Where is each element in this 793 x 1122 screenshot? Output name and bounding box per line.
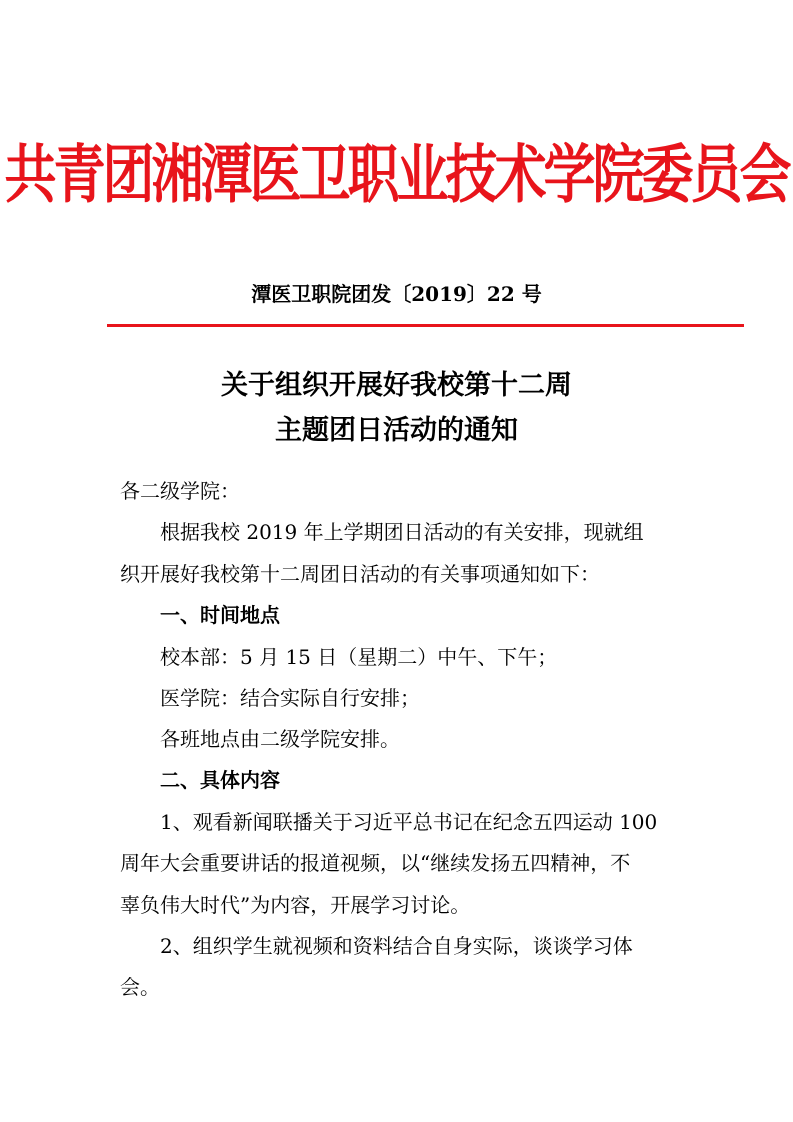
section-2-paragraph-1-line-3: 辜负伟大时代”为内容，开展学习讨论。 bbox=[120, 893, 471, 917]
section-2-paragraph-1-line-1: 1、观看新闻联播关于习近平总书记在纪念五四运动 100 bbox=[160, 810, 658, 834]
section-2-paragraph-2-line-1: 2、组织学生就视频和资料结合自身实际，谈谈学习体 bbox=[160, 934, 633, 958]
section-1-item-3: 各班地点由二级学院安排。 bbox=[160, 727, 400, 751]
section-2-paragraph-2-line-2: 会。 bbox=[120, 975, 160, 999]
section-1-item-2: 医学院：结合实际自行安排； bbox=[160, 686, 420, 710]
letterhead-org-name: 共青团湘潭医卫职业技术学院委员会 bbox=[4, 139, 789, 213]
intro-line-2: 织开展好我校第十二周团日活动的有关事项通知如下： bbox=[120, 562, 600, 586]
section-1-heading: 一、时间地点 bbox=[160, 603, 280, 627]
section-2-heading: 二、具体内容 bbox=[160, 768, 280, 792]
notice-title-line-2: 主题团日活动的通知 bbox=[275, 415, 518, 446]
section-2-paragraph-1-line-2: 周年大会重要讲话的报道视频，以“继续发扬五四精神，不 bbox=[120, 851, 631, 875]
notice-title-line-1: 关于组织开展好我校第十二周 bbox=[221, 370, 572, 401]
red-divider bbox=[107, 324, 744, 327]
section-1-item-1: 校本部：5 月 15 日（星期二）中午、下午； bbox=[160, 645, 558, 669]
salutation: 各二级学院： bbox=[120, 479, 240, 503]
document-number: 潭医卫职院团发〔2019〕22 号 bbox=[251, 282, 542, 306]
intro-line-1: 根据我校 2019 年上学期团日活动的有关安排，现就组 bbox=[160, 520, 644, 544]
